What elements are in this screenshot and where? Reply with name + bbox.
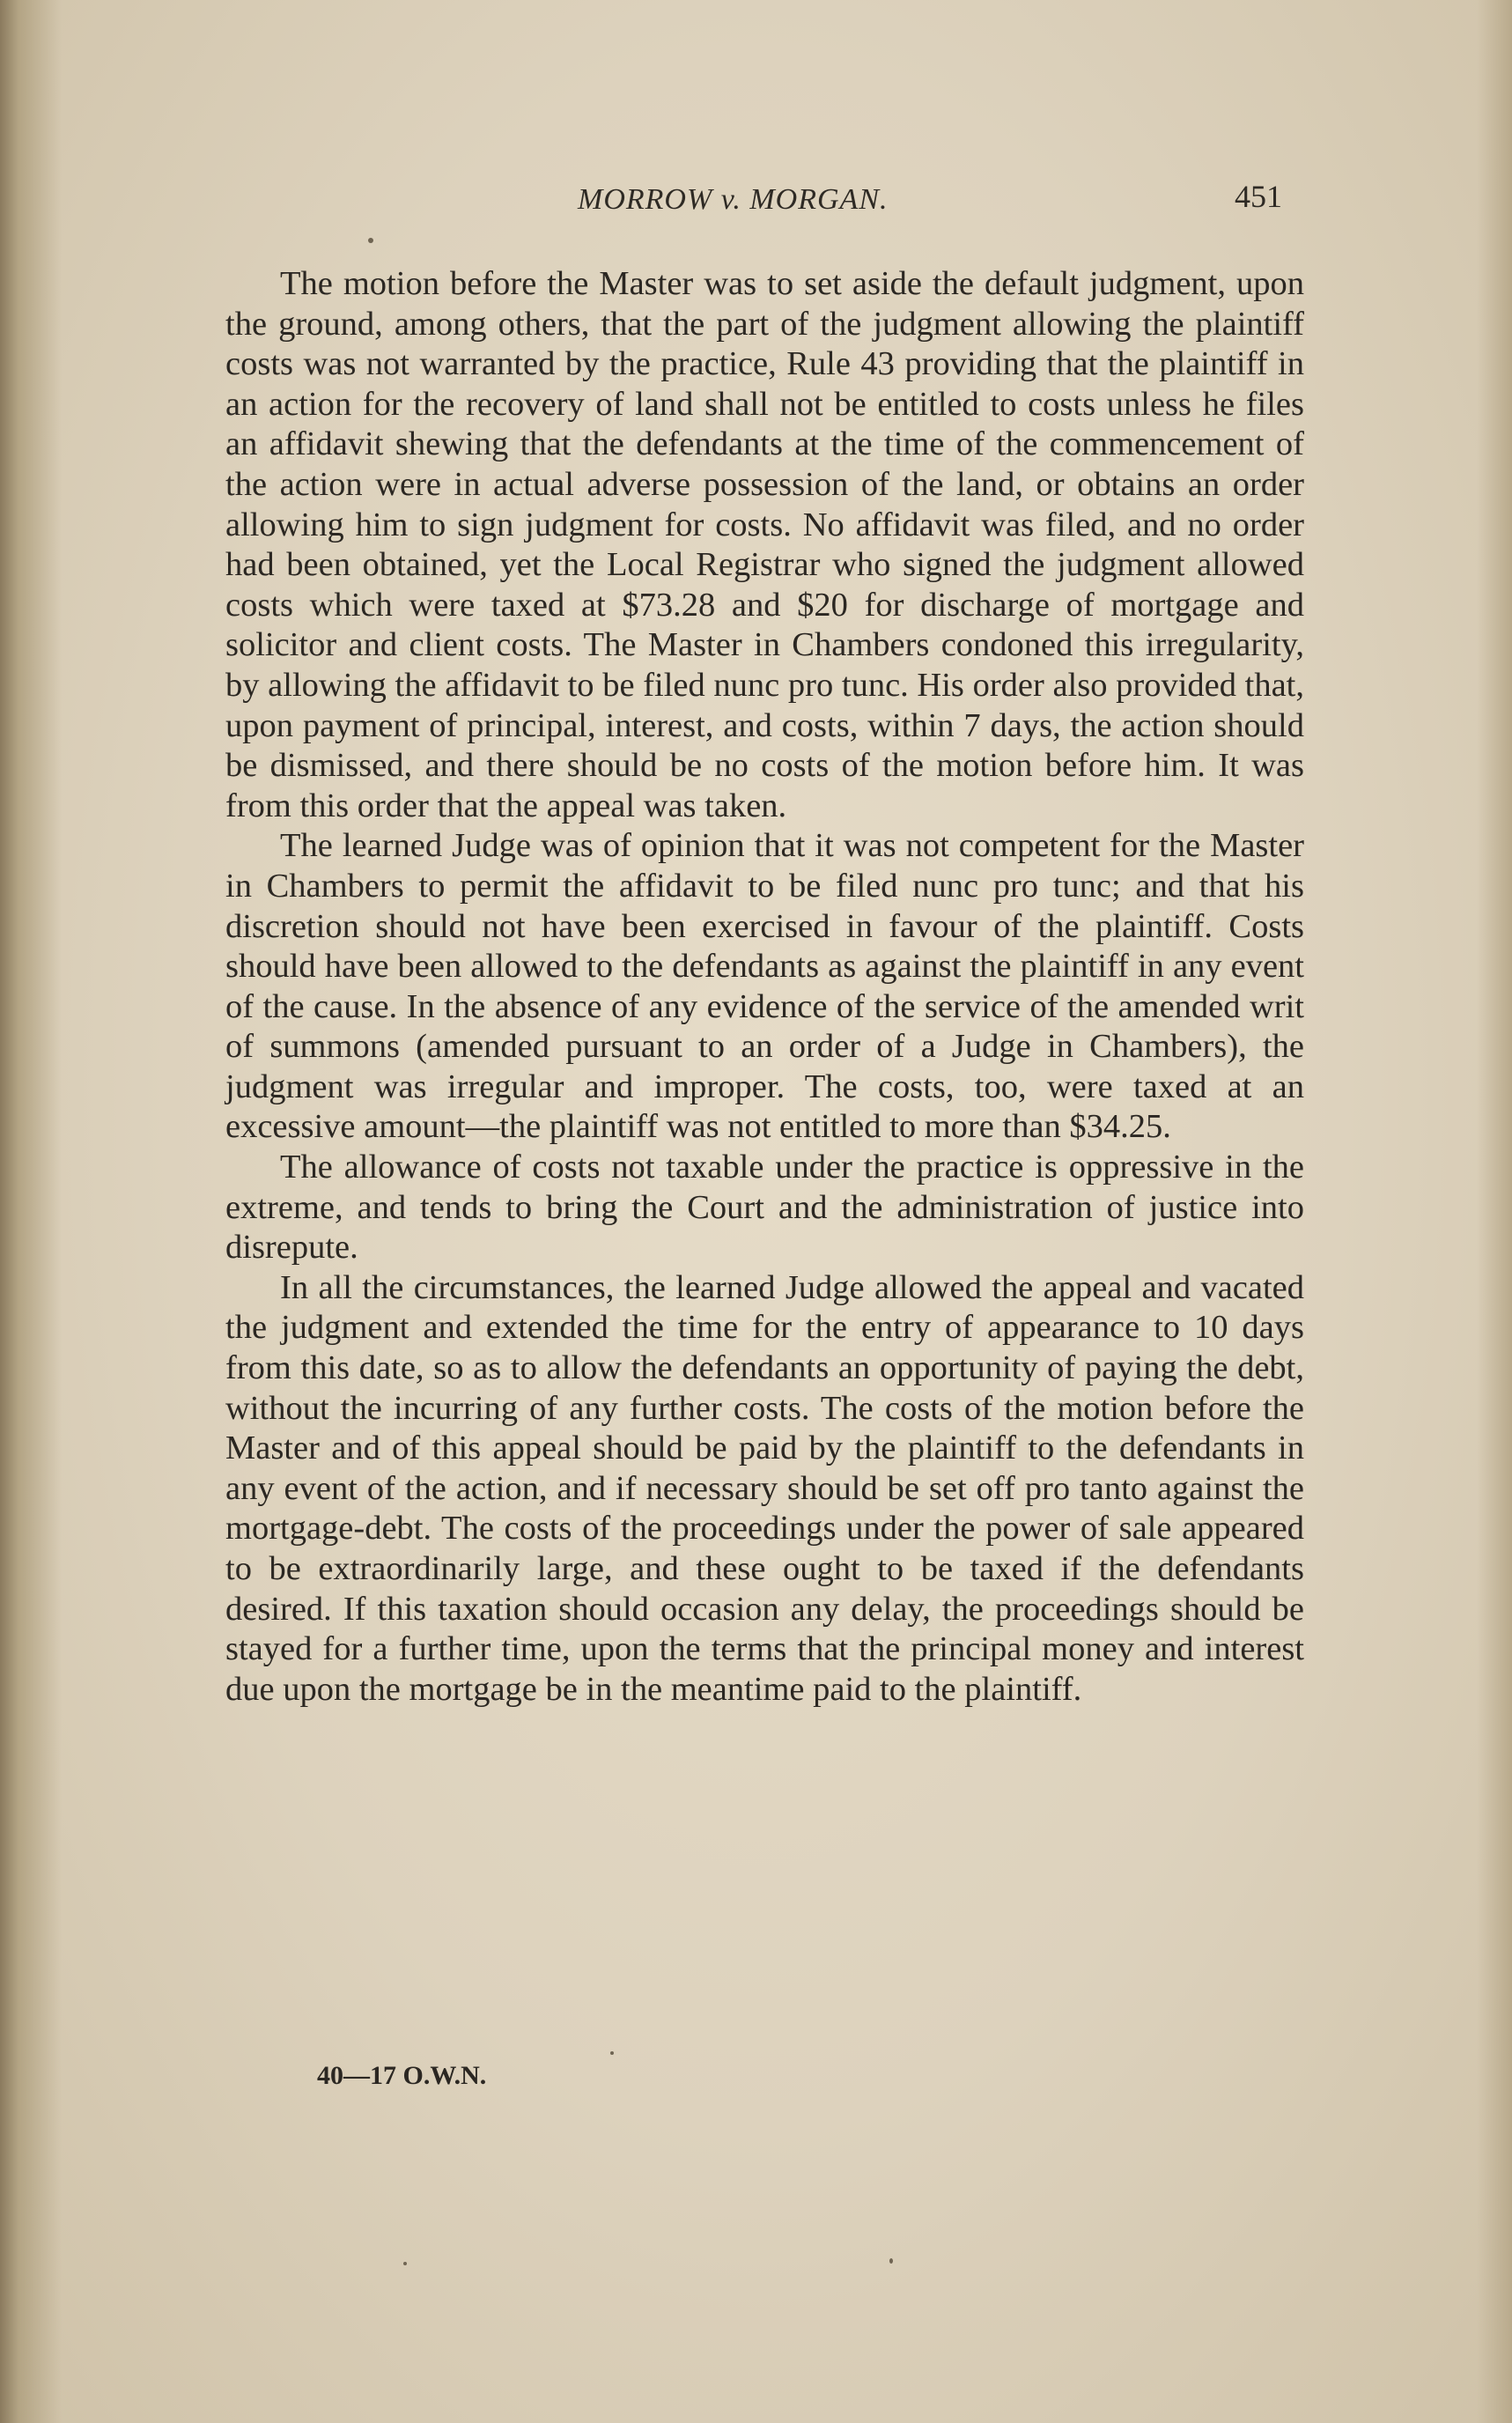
speck: [610, 2051, 614, 2055]
speck: [368, 238, 373, 243]
paragraph: The allowance of costs not taxable under the practice is oppressive in the extreme, and tends to bring the Court and the administration of justice into disrepute.: [225, 1149, 1304, 1267]
page-header: [225, 176, 1282, 229]
running-title: MORROW v. MORGAN.: [578, 183, 889, 216]
body-text: [225, 264, 1304, 1710]
paragraph: In all the circumstances, the learned Judge allowed the appeal and vacated the judgment and extended the time for the entry of appearance to 10 days from this date, so as to allow the defendants an opportunity of paying the debt, without the incurring of any further costs. The costs of the motion before the Master and of this appeal should be paid by the plaintiff to the defendants in any event of the action, and if necessary should be set off pro tanto against the mortgage-debt. The costs of the proceedings under the power of sale appeared to be extraordinarily large, and these ought to be taxed if the defendants desired. If this taxation should occasion any delay, the proceedings should be stayed for a further time, upon the terms that the principal money and interest due upon the mortgage be in the meantime paid to the plaintiff.: [225, 1268, 1304, 1708]
speck: [889, 2258, 893, 2264]
signature-mark: 40—17 O.W.N.: [317, 2061, 487, 2090]
paragraph: The learned Judge was of opinion that it was not competent for the Master in Chambers to permit the affidavit to be filed nunc pro tunc; and that his discretion should not have been exercised in favour of the plaintiff. Costs should have been allowed to the defendants as against the plaintiff in any event of the cause. In the absence of any evidence of the service of the amended writ of summons (amended pursuant to an order of a Judge in Chambers), the judgment was irregular and improper. The costs, too, were taxed at an excessive amount—the plaintiff was not entitled to more than $34.25.: [225, 827, 1304, 1146]
paragraph: The motion before the Master was to set aside the default judgment, upon the ground, among others, that the part of the judgment allowing the plaintiff costs was not warranted by the practice, Rule 43 providing that the plaintiff in an action for the recovery of land shall not be entitled to costs unless he files an affidavit shewing that the defendants at the time of the commencement of the action were in actual adverse possession of the land, or obtains an order allowing him to sign judgment for costs. No affidavit was filed, and no order had been obtained, yet the Local Registrar who signed the judgment allowed costs which were taxed at $73.28 and $20 for discharge of mortgage and solicitor and client costs. The Master in Chambers condoned this irregularity, by allowing the affidavit to be filed nunc pro tunc. His order also provided that, upon payment of principal, interest, and costs, within 7 days, the action should be dismissed, and there should be no costs of the motion before him. It was from this order that the appeal was taken.: [225, 265, 1304, 824]
page-number: 451: [1235, 179, 1282, 214]
page-edge: [1477, 0, 1512, 2423]
spine-shadow: [0, 0, 62, 2423]
speck: [403, 2262, 407, 2265]
